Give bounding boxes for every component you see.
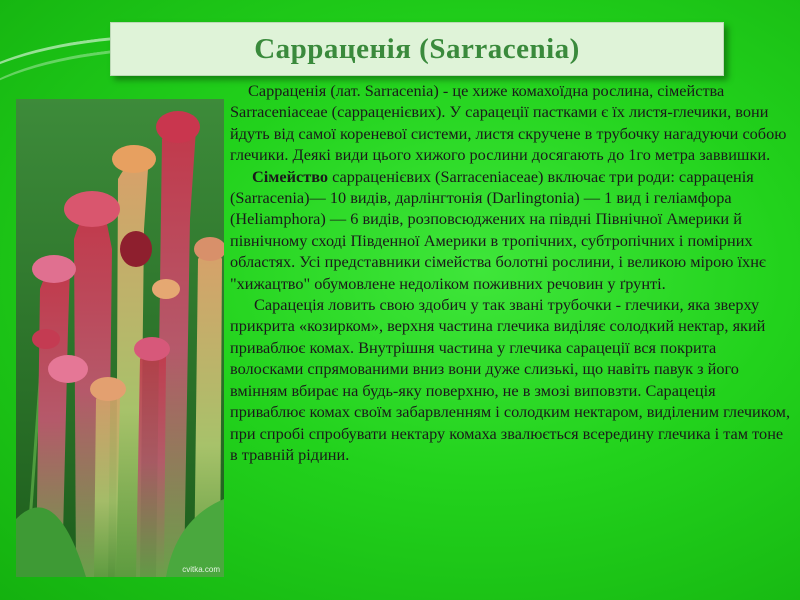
- sarracenia-photo: [16, 99, 224, 577]
- paragraph-3: [230, 294, 792, 465]
- paragraph-2-lead: Сімейство: [252, 166, 329, 186]
- paragraph-2: [230, 166, 792, 294]
- photo-watermark: cvitka.com: [182, 565, 220, 574]
- slide-title: Сарраценія (Sarracenia): [254, 32, 580, 65]
- paragraph-1: [230, 80, 792, 166]
- plant-illustration: [16, 99, 224, 577]
- article-body: [230, 80, 792, 465]
- title-banner: [110, 22, 724, 76]
- paragraph-3-text: Сарацеція ловить свою здобич у так звані трубочки - глечики, яка зверху прикрита «козирком», верхня частина глечика виділяє солодкий нектар, який приваблює комах. Внутрішня частина у глечика сарацеції вся покрита волосками спрямованими вниз вони дуже слизькі, що навіть павук з його вмінням вбирає на будь-яку поверхню, не в змозі виповзти. Сарацеція приваблює комах своїм забарвленням і солодким нектаром, виділеним глечиком, при спробі спробувати нектару комаха звалюється всередину глечика і там тоне в травній рідини.: [230, 295, 791, 464]
- paragraph-2-text: сарраценієвих (Sarraceniaceae) включає три роди: сарраценія (Sarracenia)— 10 видів, дарлінгтонія (Darlingtonia) — 1 вид і геліамфора (Heliamphora) — 6 видів, розповсюджених на півдні Північної Америки й північному сході Південної Америки в тропічних, субтропічних і помірних областях. Усі представники сімейства болотні рослини, і великою мірою їхнє "хижацтво" обумовлене недоліком поживних речовин у ґрунті.: [230, 166, 766, 293]
- paragraph-1-text: Сарраценія (лат. Sarracenia) - це хиже комахоїдна рослина, сімейства Sarraceniaceae (сарраценієвих). У сарацеції пастками є їх листя-глечики, вони йдуть від самої кореневої системи, листя скручене в трубочку нагадуючи собою глечики. Деякі види цього хижого рослини досягають до 1го метра заввишки.: [230, 81, 787, 165]
